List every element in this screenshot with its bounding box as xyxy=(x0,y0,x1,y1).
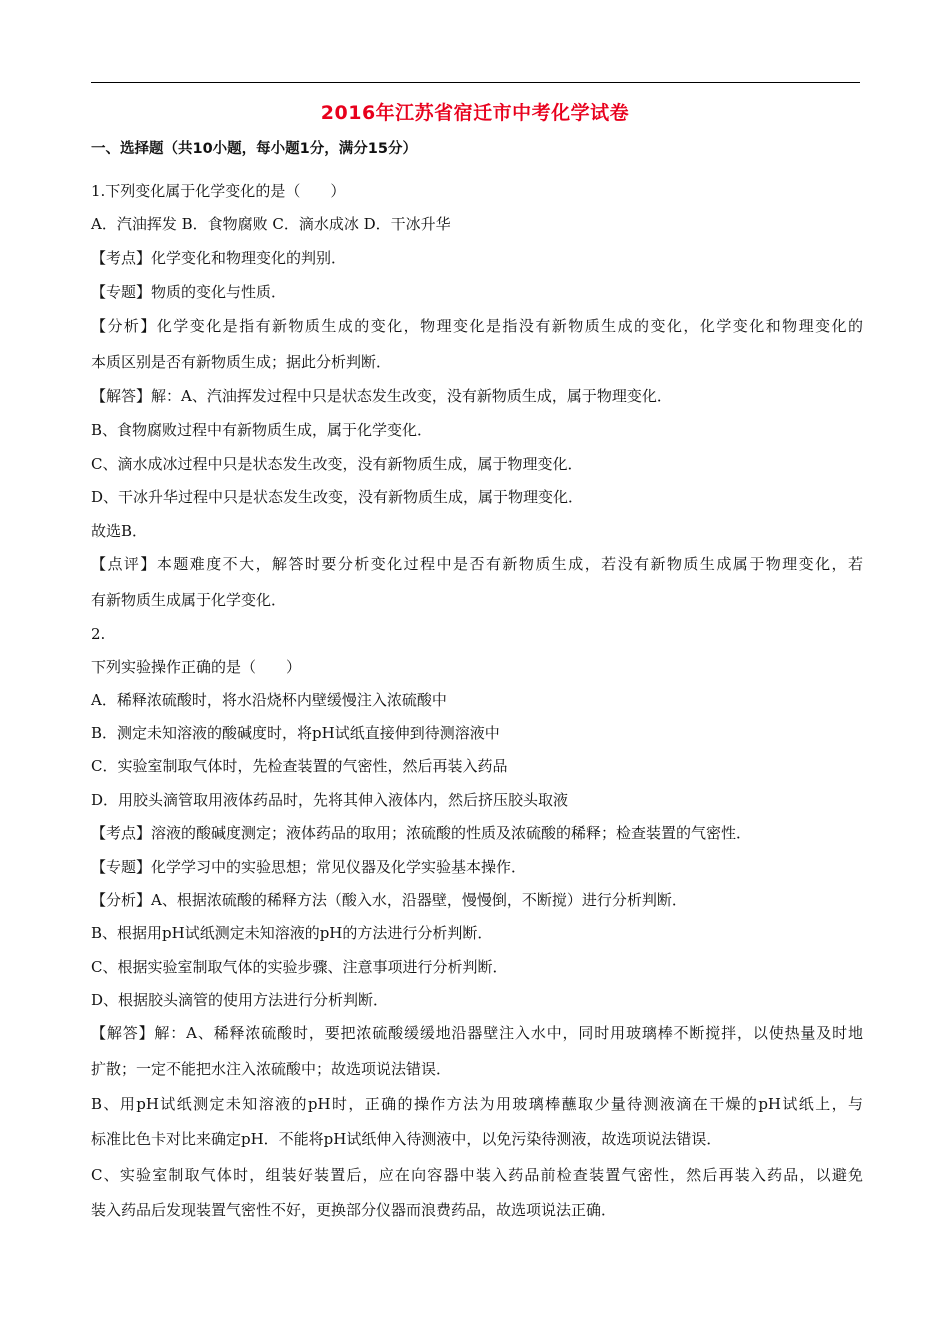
question-1-stem: 1.下列变化属于化学变化的是（ ） xyxy=(91,182,346,200)
q2-option-d: D．用胶头滴管取用液体药品时，先将其伸入液体内，然后挤压胶头取液 xyxy=(91,791,569,809)
q2-kaodian: 【考点】溶液的酸碱度测定；液体药品的取用；浓硫酸的性质及浓硫酸的稀释；检查装置的气密性． xyxy=(91,824,752,842)
q2-jieda-line-6: 装入药品后发现装置气密性不好，更换部分仪器而浪费药品，故选项说法正确． xyxy=(91,1201,617,1219)
document-title: 2016年江苏省宿迁市中考化学试卷 xyxy=(320,102,630,124)
q2-option-a: A．稀释浓硫酸时，将水沿烧杯内壁缓慢注入浓硫酸中 xyxy=(91,691,447,709)
question-2-stem: 下列实验操作正确的是（ ） xyxy=(91,658,302,676)
q2-fenxi-line-1: 【分析】A、根据浓硫酸的稀释方法（酸入水，沿器壁，慢慢倒，不断搅）进行分析判断． xyxy=(91,891,687,909)
section-heading: 一、选择题（共10小题，每小题1分，满分15分） xyxy=(91,141,417,157)
q2-jieda-line-2: 扩散；一定不能把水注入浓硫酸中；故选项说法错误． xyxy=(91,1060,452,1078)
q2-jieda-line-1: 【解答】解：A、稀释浓硫酸时，要把浓硫酸缓缓地沿器壁注入水中，同时用玻璃棒不断搅拌，以使热量及时地 xyxy=(91,1024,863,1042)
q1-answer: 故选B． xyxy=(91,522,148,540)
q1-zhuanti: 【专题】物质的变化与性质． xyxy=(91,283,287,301)
q2-option-b: B．测定未知溶液的酸碱度时，将pH试纸直接伸到待测溶液中 xyxy=(91,724,500,742)
q2-zhuanti: 【专题】化学学习中的实验思想；常见仪器及化学实验基本操作． xyxy=(91,858,527,876)
q1-jieda-line-4: D、干冰升华过程中只是状态发生改变，没有新物质生成，属于物理变化． xyxy=(91,488,584,506)
header-rule xyxy=(91,82,860,83)
q2-jieda-line-3: B、用pH试纸测定未知溶液的pH时，正确的操作方法为用玻璃棒蘸取少量待测液滴在干燥的pH试纸上，与 xyxy=(91,1095,863,1113)
q1-kaodian: 【考点】化学变化和物理变化的判别． xyxy=(91,249,347,267)
q2-jieda-line-5: C、实验室制取气体时，组装好装置后，应在向容器中装入药品前检查装置气密性，然后再装入药品，以避免 xyxy=(91,1166,863,1184)
q1-jieda-line-1: 【解答】解：A、汽油挥发过程中只是状态发生改变，没有新物质生成，属于物理变化． xyxy=(91,387,672,405)
question-1-options: A．汽油挥发 B．食物腐败 C．滴水成冰 D．干冰升华 xyxy=(91,215,451,233)
q1-dianping-line-1: 【点评】本题难度不大，解答时要分析变化过程中是否有新物质生成，若没有新物质生成属于物理变化，若 xyxy=(91,555,863,573)
q2-fenxi-line-4: D、根据胶头滴管的使用方法进行分析判断． xyxy=(91,991,389,1009)
q2-option-c: C．实验室制取气体时，先检查装置的气密性，然后再装入药品 xyxy=(91,757,508,775)
q1-jieda-line-3: C、滴水成冰过程中只是状态发生改变，没有新物质生成，属于物理变化． xyxy=(91,455,583,473)
q1-fenxi-line-2: 本质区别是否有新物质生成；据此分析判断． xyxy=(91,353,392,371)
question-2-number: 2. xyxy=(91,625,106,643)
q2-fenxi-line-3: C、根据实验室制取气体的实验步骤、注意事项进行分析判断． xyxy=(91,958,508,976)
q1-dianping-line-2: 有新物质生成属于化学变化． xyxy=(91,591,287,609)
q2-jieda-line-4: 标准比色卡对比来确定pH．不能将pH试纸伸入待测液中，以免污染待测液，故选项说法错误． xyxy=(91,1130,722,1148)
q1-fenxi-line-1: 【分析】化学变化是指有新物质生成的变化，物理变化是指没有新物质生成的变化，化学变化和物理变化的 xyxy=(91,317,863,335)
q2-fenxi-line-2: B、根据用pH试纸测定未知溶液的pH的方法进行分析判断． xyxy=(91,924,493,942)
q1-jieda-line-2: B、食物腐败过程中有新物质生成，属于化学变化． xyxy=(91,421,433,439)
